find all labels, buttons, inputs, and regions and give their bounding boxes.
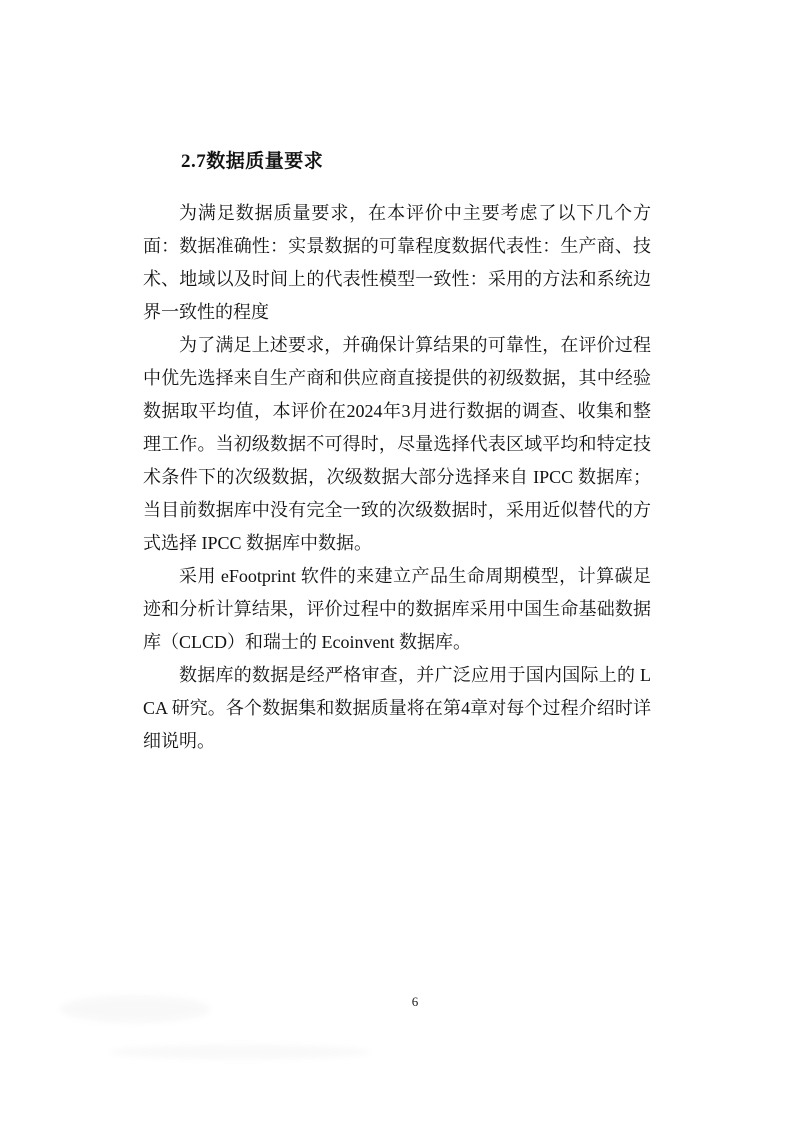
paragraph-data-collection: 为了满足上述要求，并确保计算结果的可靠性，在评价过程中优先选择来自生产商和供应商直接提供的初级数据，其中经验数据取平均值，本评价在2024年3月进行数据的调查、收集和整理工作。当初级数据不可得时，尽量选择代表区域平均和特定技术条件下的次级数据，次级数据大部分选择来自 IPCC 数据库；当目前数据库中没有完全一致的次级数据时，采用近似替代的方式选择 IPCC 数据库中数据。 — [143, 335, 651, 553]
scan-artifact — [110, 1045, 370, 1059]
paragraph-efootprint-software: 采用 eFootprint 软件的来建立产品生命周期模型，计算碳足迹和分析计算结果，评价过程中的数据库采用中国生命基础数据库（CLCD）和瑞士的 Ecoinvent 数据库。 — [143, 566, 651, 652]
paragraph-data-quality-aspects: 为满足数据质量要求，在本评价中主要考虑了以下几个方面：数据准确性：实景数据的可靠程度数据代表性：生产商、技术、地域以及时间上的代表性模型一致性：采用的方法和系统边界一致性的程度 — [143, 203, 651, 322]
section-heading: 2.7数据质量要求 — [181, 151, 324, 172]
paragraph-database-review: 数据库的数据是经严格审查，并广泛应用于国内国际上的 LCA 研究。各个数据集和数据质量将在第4章对每个过程介绍时详细说明。 — [143, 665, 651, 751]
page-number: 6 — [411, 994, 419, 1009]
content-area — [143, 150, 651, 758]
